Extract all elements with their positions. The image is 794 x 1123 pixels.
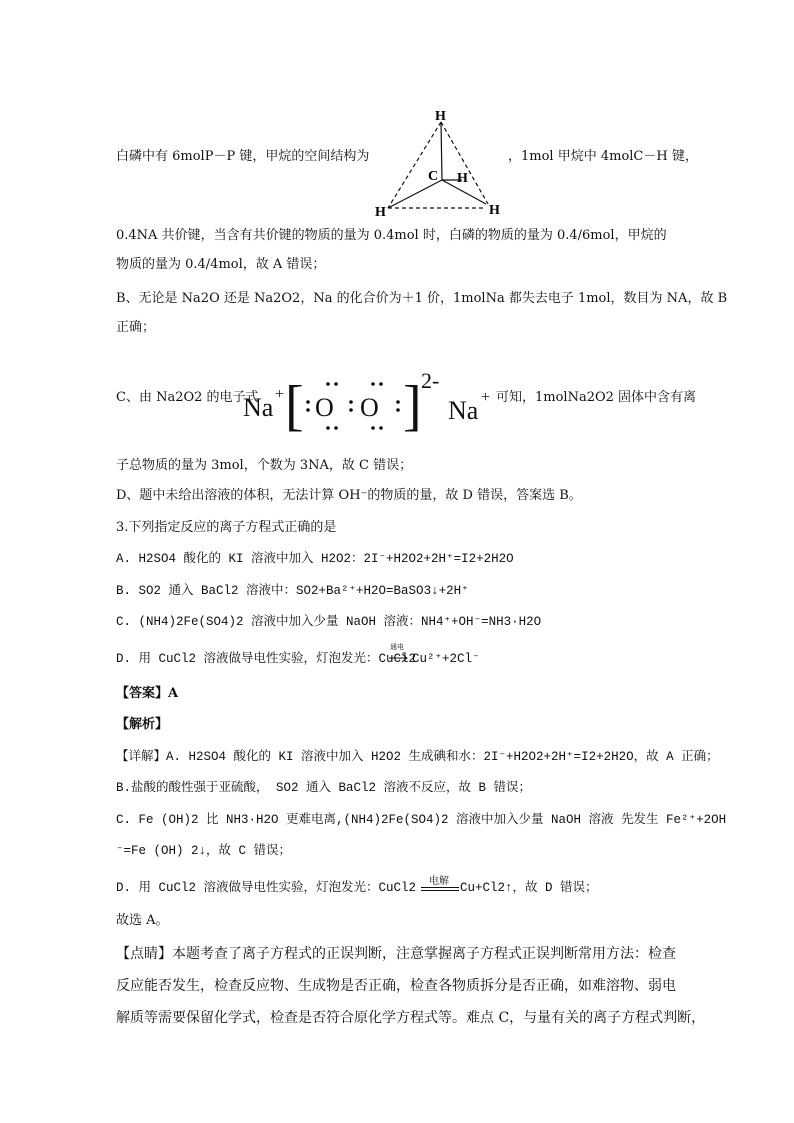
oxygen-2: O [360,393,379,422]
bond-c-h-top [441,122,442,180]
atom-c: C [428,169,439,184]
detail-line-5-right: Cu+Cl2↑，故 D 错误； [460,881,598,895]
atom-h-left: H [375,205,386,219]
option-c: C. (NH4)2Fe(SO4)2 溶液中加入少量 NaOH 溶液：NH4⁺+OH⁻=NH3·H2O [116,615,542,629]
question-3-stem: 3.下列指定反应的离子方程式正确的是 [116,520,337,535]
electrolysis-sign [421,872,459,894]
detail-line-3: C. Fe (OH)2 比 NH3·H2O 更难电离,(NH4)2Fe(SO4)2 溶液中加入少量 NaOH 溶液 先发生 Fe²⁺+2OH [116,813,727,827]
option-b: B. SO2 通入 BaCl2 溶液中：SO2+Ba²⁺+H2O=BaSO3↓+2H⁺ [116,584,469,598]
text-line-4: B、无论是 Na2O 还是 Na2O2，Na 的化合价为＋1 价，1molNa 都失去电子 1mol，数目为 NA，故 B [116,291,728,306]
option-a: A. H2SO4 酸化的 KI 溶液中加入 H2O2：2I⁻+H2O2+2H⁺=I2+2H2O [116,552,514,566]
bracket-right: ] [403,375,422,437]
detail-line-5-left: D. 用 CuCl2 溶液做导电性实验，灯泡发光：CuCl2 [116,881,417,895]
option-d-arrow-label: 通电 [390,643,404,651]
oxygen-1: O [315,393,334,422]
atom-h-right: H [457,171,468,186]
text-line-1-right: ，1mol 甲烷中 4molC－H 键， [508,149,698,164]
option-d-left: D. 用 CuCl2 溶液做导电性实验，灯泡发光：CuCl2 [116,652,417,666]
methane-structure-diagram [370,104,510,219]
option-d-right: Cu²⁺+2Cl⁻ [412,652,480,666]
option-d-arrow [388,644,410,664]
text-line-1-left: 白磷中有 6molP－P 键，甲烷的空间结构为 [116,149,370,164]
comment-line-1: 【点睛】本题考查了离子方程式的正误判断，注意掌握离子方程式正误判断常用方法：检查 [116,946,676,962]
na-right: Na [448,396,479,425]
text-line-6-right: 可知，1molNa2O2 固体中含有离 [496,390,697,405]
text-line-8: D、题中未给出溶液的体积，无法计算 OH⁻的物质的量，故 D 错误，答案选 B。 [116,488,582,503]
bracket-left: [ [285,375,304,437]
detail-line-2: B.盐酸的酸性强于亚硫酸， SO2 通入 BaCl2 溶液不反应，故 B 错误； [116,781,532,795]
comment-line-2: 反应能否发生，检查反应物、生成物是否正确，检查各物质拆分是否正确，如难溶物、弱电 [116,978,676,994]
text-line-6-left: C、由 Na2O2 的电子式 [116,390,259,405]
answer: 【答案】A [116,686,179,701]
detail-line-4: ⁻=Fe (OH) 2↓，故 C 错误； [116,844,292,858]
text-line-5: 正确； [116,320,156,335]
text-line-3: 物质的量为 0.4/4mol，故 A 错误； [116,257,326,272]
analysis-heading: 【解析】 [116,717,169,732]
na-left: Na [243,393,274,422]
na-left-charge: + [275,386,285,403]
electrolysis-label: 电解 [429,876,449,887]
text-line-7: 子总物质的量为 3mol，个数为 3NA，故 C 错误； [116,458,413,473]
detail-line-1: 【详解】A. H2SO4 酸化的 KI 溶液中加入 H2O2 生成碘和水：2I⁻+H2O2+2H⁺=I2+2H2O，故 A 正确； [116,750,719,764]
comment-line-3: 解质等需要保留化学式，检查是否符合原化学方程式等。难点 C，与量有关的离子方程式判断， [116,1010,706,1026]
atom-h-bottom: H [489,203,500,218]
text-line-2: 0.4NA 共价键，当含有共价键的物质的量为 0.4mol 时，白磷的物质的量为 0.4/6mol，甲烷的 [116,228,667,243]
detail-line-6: 故选 A。 [116,913,169,928]
atom-h-top: H [435,109,446,124]
na-right-charge: + [481,389,491,406]
peroxide-charge: 2- [421,368,440,393]
edge-top-left [388,122,441,208]
